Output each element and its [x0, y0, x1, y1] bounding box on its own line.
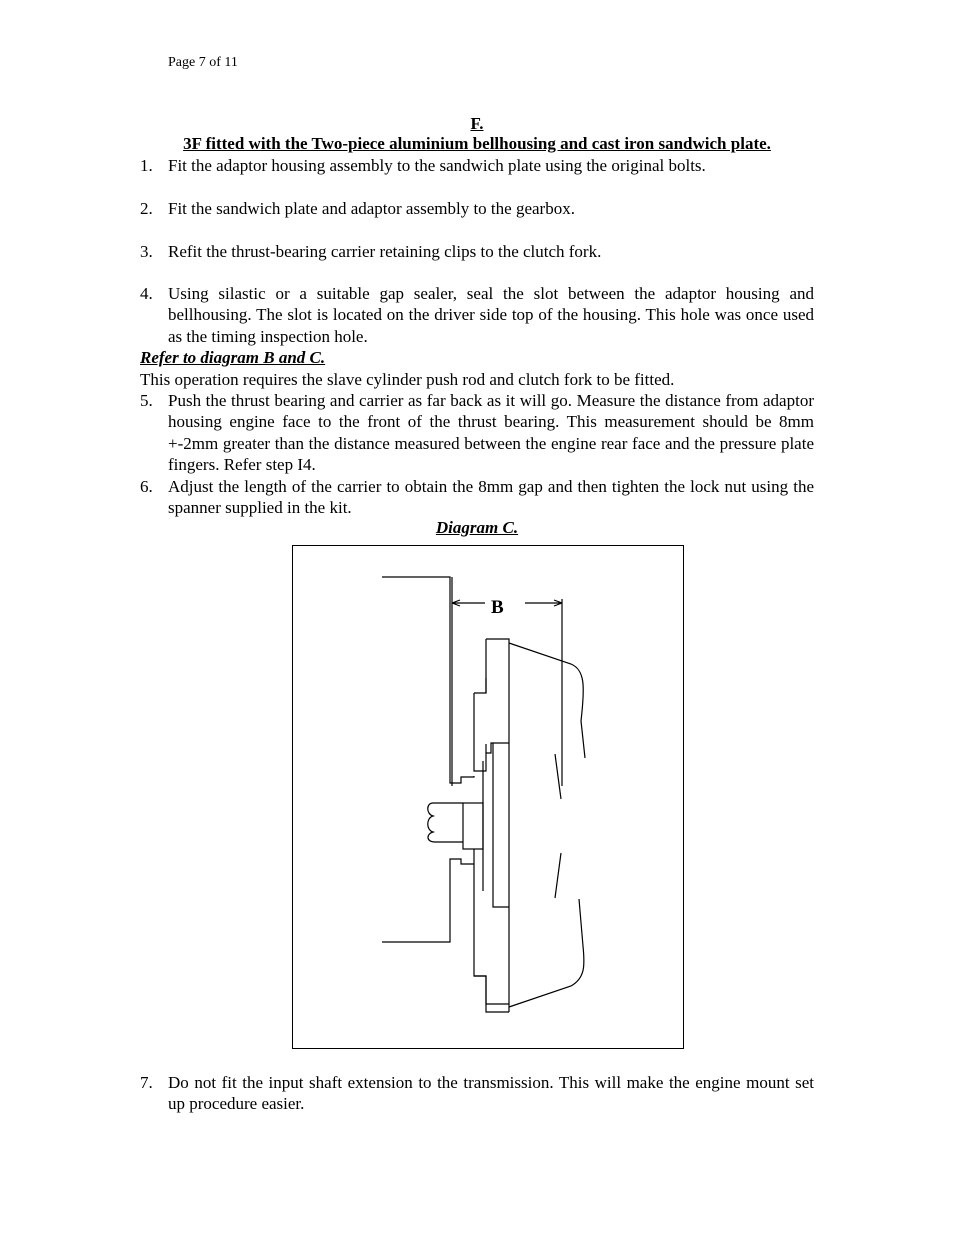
step-text: Fit the adaptor housing assembly to the sandwich plate using the original bolts.	[168, 156, 706, 175]
adaptor-housing-lower	[382, 859, 474, 942]
step-number: 4.	[140, 284, 153, 303]
diaphragm-upper	[509, 643, 585, 758]
carrier-web	[474, 761, 483, 891]
bearing-carrier	[474, 693, 509, 771]
dimension-arrow-left	[452, 600, 485, 606]
input-shaft	[428, 803, 463, 842]
page-number: Page 7 of 11	[168, 55, 238, 70]
dimension-label-b: B	[491, 597, 504, 618]
step-6	[140, 476, 814, 519]
step-text: Refit the thrust-bearing carrier retaining clips to the clutch fork.	[168, 242, 602, 261]
step-text: Adjust the length of the carrier to obtain the 8mm gap and then tighten the lock nut using the spanner supplied in the kit.	[168, 477, 814, 518]
diagram-caption: Diagram C.	[435, 518, 519, 537]
refer-note: This operation requires the slave cylinder push rod and clutch fork to be fitted.	[140, 370, 675, 389]
step-4	[140, 283, 814, 347]
refer-heading: Refer to diagram B and C.	[140, 348, 326, 367]
step-text: Do not fit the input shaft extension to the transmission. This will make the engine mount set up procedure easier.	[168, 1073, 814, 1114]
carrier-steps	[474, 678, 509, 1012]
diaphragm-lower	[509, 899, 584, 1007]
step-3	[140, 241, 814, 262]
step-2	[140, 198, 814, 219]
step-number: 3.	[140, 242, 153, 261]
step-5	[140, 390, 814, 476]
diagram-c	[292, 545, 684, 1049]
step-number: 5.	[140, 391, 153, 410]
step-number: 2.	[140, 199, 153, 218]
step-7	[140, 1072, 814, 1115]
dimension-arrow-right	[525, 600, 562, 606]
finger-lower	[555, 853, 561, 898]
step-number: 7.	[140, 1073, 153, 1092]
section-letter: F.	[470, 114, 484, 133]
adaptor-housing-upper	[382, 577, 474, 783]
pressure-plate-inner	[493, 743, 509, 907]
thrust-bearing	[463, 803, 483, 849]
clutch-diagram-drawing	[293, 546, 685, 1050]
pressure-plate	[486, 639, 509, 1012]
finger-upper	[555, 754, 561, 799]
step-text: Fit the sandwich plate and adaptor assembly to the gearbox.	[168, 199, 575, 218]
step-text: Using silastic or a suitable gap sealer, seal the slot between the adaptor housing and bellhousing. The slot is located on the driver side top of the housing. This hole was once used as the timing inspection hole.	[168, 284, 814, 346]
step-number: 1.	[140, 156, 153, 175]
step-number: 6.	[140, 477, 153, 496]
section-title: 3F fitted with the Two-piece aluminium bellhousing and cast iron sandwich plate.	[183, 134, 771, 153]
bearing-carrier-lower	[474, 859, 509, 1004]
step-1	[140, 155, 814, 176]
step-text: Push the thrust bearing and carrier as far back as it will go. Measure the distance from adaptor housing engine face to the front of the thrust bearing. This measurement should be 8mm +-2mm greater than the distance measured between the engine rear face and the pressure plate fingers. Refer step I4.	[168, 391, 814, 475]
